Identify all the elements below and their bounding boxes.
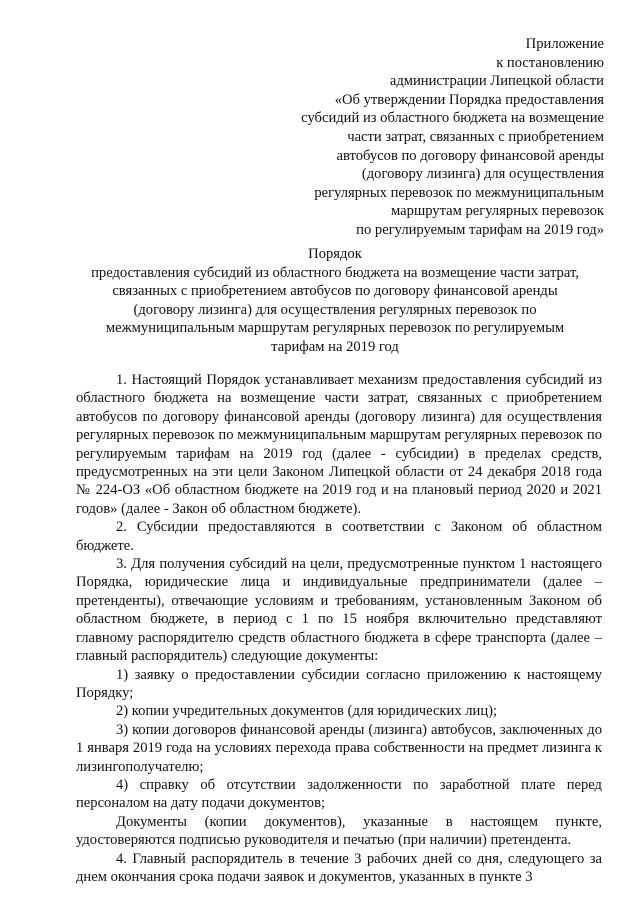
title-line: (договору лизинга) для осуществления регулярных перевозок по: [133, 301, 537, 318]
header-line: «Об утверждении Порядка предоставления: [334, 91, 604, 108]
document-title: [70, 245, 600, 357]
header-line: маршрутам регулярных перевозок: [391, 203, 604, 220]
paragraph: 4) справку об отсутствии задолженности по заработной плате перед персоналом на дату подачи документов;: [76, 776, 602, 812]
title-line: Порядок: [308, 246, 362, 262]
header-line: администрации Липецкой области: [389, 73, 604, 90]
paragraph: 1. Настоящий Порядок устанавливает механизм предоставления субсидий из областного бюджета на возмещение части затрат, связанных с приобретением автобусов по договору финансовой аренды (договору лизинга) для осуществления регулярных перевозок по межмуниципальным маршрутам регулярных перевозок по регулируемым тарифам на 2019 год (далее - субсидии) в пределах средств, предусмотренных на эти цели Законом Липецкой области от 24 декабря 2018 года № 224-ОЗ «Об областном бюджете на 2019 год и на плановый период 2020 и 2021 годов» (далее - Закон об областном бюджете).: [76, 372, 602, 517]
paragraph: 2. Субсидии предоставляются в соответствии с Законом об областном бюджете.: [76, 519, 602, 554]
title-line: тарифам на 2019 год: [271, 338, 399, 355]
header-line: субсидий из областного бюджета на возмещение: [301, 110, 604, 127]
paragraph: 3. Для получения субсидий на цели, предусмотренные пунктом 1 настоящего Порядка, юридические лица и индивидуальные предприниматели (далее – претенденты), отвечающие условиям и требованиям, установленным Законом об областном бюджете, в период с 1 по 15 ноября включительно представляют главному распорядителю средств областного бюджета в сфере транспорта (далее – главный распорядитель) следующие документы:: [76, 556, 602, 665]
title-line: межмуниципальным маршрутам регулярных перевозок по регулируемым: [105, 320, 565, 337]
appendix-header: [204, 35, 604, 240]
document-body: [76, 371, 602, 886]
header-line: регулярных перевозок по межмуниципальным: [314, 184, 604, 201]
paragraph: 4. Главный распорядитель в течение 3 рабочих дней со дня, следующего за днем окончания срока подачи заявок и документов, указанных в пункте 3: [76, 850, 602, 885]
paragraph: 2) копии учредительных документов (для юридических лиц);: [116, 703, 498, 720]
header-line: (договору лизинга) для осуществления: [361, 166, 604, 183]
title-line: связанных с приобретением автобусов по договору финансовой аренды: [112, 283, 558, 300]
paragraph: 1) заявку о предоставлении субсидии согласно приложению к настоящему Порядку;: [76, 666, 602, 701]
header-line: к постановлению: [496, 54, 604, 71]
header-line: Приложение: [525, 36, 604, 52]
header-line: части затрат, связанных с приобретением: [347, 128, 604, 145]
title-line: предоставления субсидий из областного бюджета на возмещение части затрат,: [91, 264, 579, 281]
paragraph: 3) копии договоров финансовой аренды (лизинга) автобусов, заключенных до 1 января 2019 года на условиях перехода права собственности на предмет лизинга к лизингополучателю;: [76, 721, 602, 775]
header-line: автобусов по договору финансовой аренды: [336, 147, 604, 164]
header-line: по регулируемым тарифам на 2019 год»: [356, 221, 604, 238]
paragraph: Документы (копии документов), указанные в настоящем пункте, удостоверяются подписью руководителя и печатью (при наличии) претендента.: [76, 813, 602, 849]
